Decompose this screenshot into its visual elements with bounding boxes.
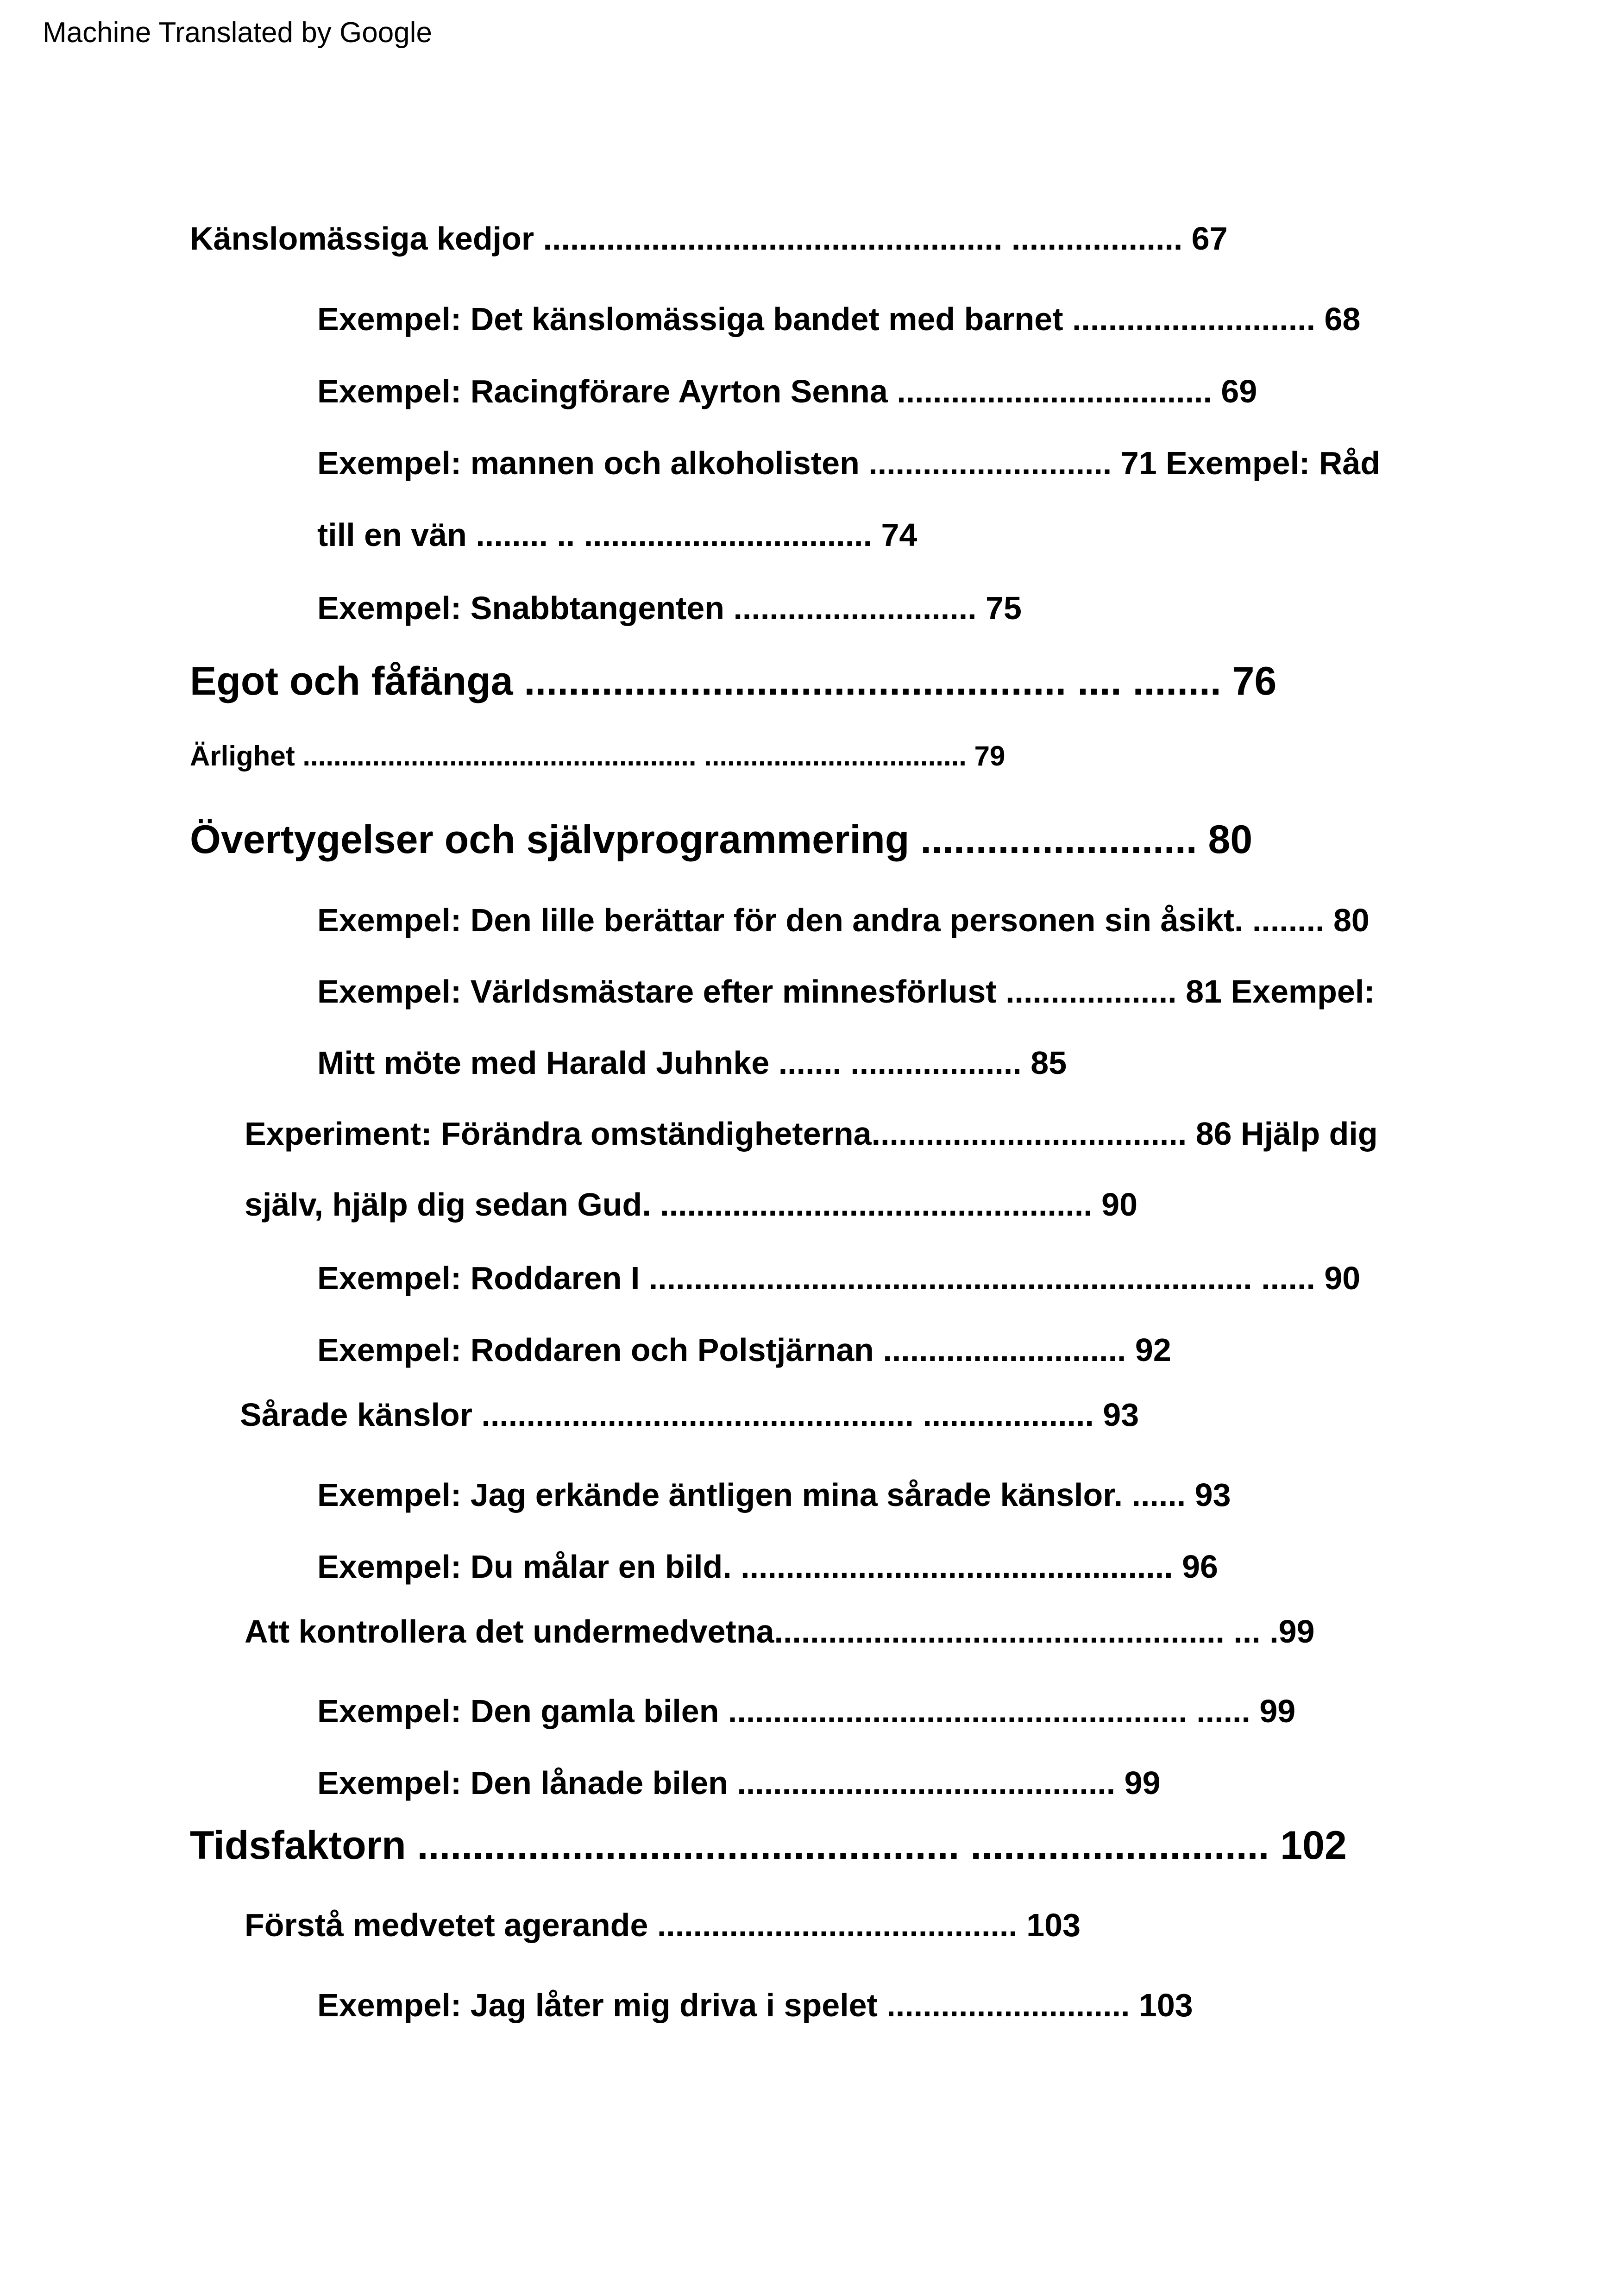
toc-section-medvetet-agerande: Förstå medvetet agerande ........................................ 103 — [245, 1907, 1081, 1943]
toc-section-hjalp-dig-sjalv: själv, hjälp dig sedan Gud. ................................................ 90 — [245, 1186, 1138, 1223]
toc-chapter-egot-och-fafanga: Egot och fåfänga ................................................. .... ........ 76 — [190, 659, 1277, 703]
toc-chapter-overtygelser: Övertygelser och självprogrammering ......................... 80 — [190, 817, 1253, 862]
toc-entry-sarade-kanslor: Exempel: Jag erkände äntligen mina sårade känslor. ...... 93 — [317, 1477, 1231, 1513]
toc-entry-den-lille-berattar: Exempel: Den lille berättar för den andra personen sin åsikt. ........ 80 — [317, 902, 1370, 938]
toc-entry-den-gamla-bilen: Exempel: Den gamla bilen ................................................... ...... 99 — [317, 1693, 1296, 1729]
toc-entry-mannen-och-alkoholisten: Exempel: mannen och alkoholisten ........................... 71 Exempel: Råd — [317, 445, 1381, 481]
toc-entry-ayrton-senna: Exempel: Racingförare Ayrton Senna ................................... 69 — [317, 373, 1257, 409]
toc-section-forandra-omstandigheterna: Experiment: Förändra omständigheterna................................... 86 Hjälp dig — [245, 1116, 1378, 1152]
toc-section-kontrollera-undermedvetna: Att kontrollera det undermedvetna.................................................. ... .99 — [245, 1613, 1315, 1650]
toc-entry-du-malar-en-bild: Exempel: Du målar en bild. ................................................ 96 — [317, 1549, 1218, 1585]
toc-entry-roddaren-i: Exempel: Roddaren I ................................................................... ...... 90 — [317, 1260, 1361, 1296]
toc-entry-den-lanade-bilen: Exempel: Den lånade bilen .......................................... 99 — [317, 1765, 1161, 1801]
toc-section-sarade-kanslor: Sårade känslor ................................................ ................... 93 — [240, 1397, 1139, 1433]
toc-entry-roddaren-och-polstjarnan: Exempel: Roddaren och Polstjärnan ........................... 92 — [317, 1332, 1171, 1368]
toc-entry-det-kanslomassiga-bandet: Exempel: Det känslomässiga bandet med barnet ........................... 68 — [317, 301, 1361, 337]
toc-section-kanslomassiga-kedjor: Känslomässiga kedjor ................................................... ................... 67 — [190, 220, 1228, 257]
toc-entry-snabbtangenten: Exempel: Snabbtangenten ........................... 75 — [317, 590, 1022, 626]
toc-entry-varldsmastare: Exempel: Världsmästare efter minnesförlust ................... 81 Exempel: — [317, 973, 1375, 1010]
toc-entry-rad-till-en-van: till en vän ........ .. ................................ 74 — [317, 517, 917, 553]
machine-translation-banner: Machine Translated by Google — [43, 17, 432, 49]
toc-chapter-tidsfaktorn: Tidsfaktorn ................................................. ........................... 102 — [190, 1823, 1347, 1868]
toc-entry-driva-i-spelet: Exempel: Jag låter mig driva i spelet ........................... 103 — [317, 1987, 1193, 2023]
toc-entry-harald-juhnke: Mitt möte med Harald Juhnke ....... ................... 85 — [317, 1045, 1067, 1081]
toc-section-arlighet: Ärlighet ................................................... .................................. 79 — [190, 740, 1005, 772]
